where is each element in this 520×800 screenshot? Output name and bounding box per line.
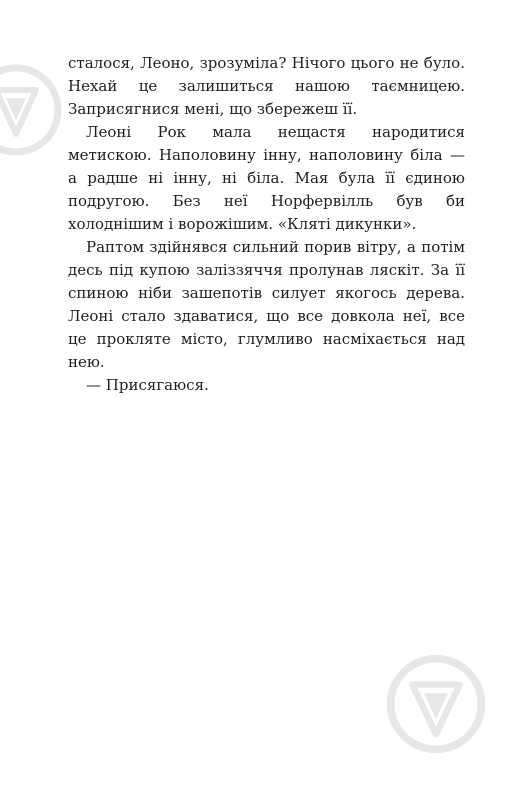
paragraph-1: сталося, Леоно, зрозуміла? Нічого цього не було. Нехай це залишиться нашою таємницею. Заприсягнися мені, що збережеш її. xyxy=(68,54,465,118)
text-block xyxy=(68,52,465,397)
paragraph-3: Раптом здійнявся сильний порив вітру, а потім десь під купою заліззяччя пролунав ляскіт. За її спиною ніби зашепотів силует якогось дерева. Леоні стало здаватися, що все довкола неї, все це прокляте місто, глумливо насміхається над нею. xyxy=(68,238,465,371)
paragraph-2: Леоні Рок мала нещастя народитися метискою. Наполовину інну, наполовину біла — а радше ні інну, ні біла. Мая була її єдиною подругою. Без неї Норфервілль був би холоднішим і ворожішим. «Кляті дикунки». xyxy=(68,123,465,233)
watermark-logo-icon xyxy=(0,60,66,160)
watermark-logo-icon xyxy=(382,650,490,758)
paragraph-4: — Присягаюся. xyxy=(86,376,209,394)
